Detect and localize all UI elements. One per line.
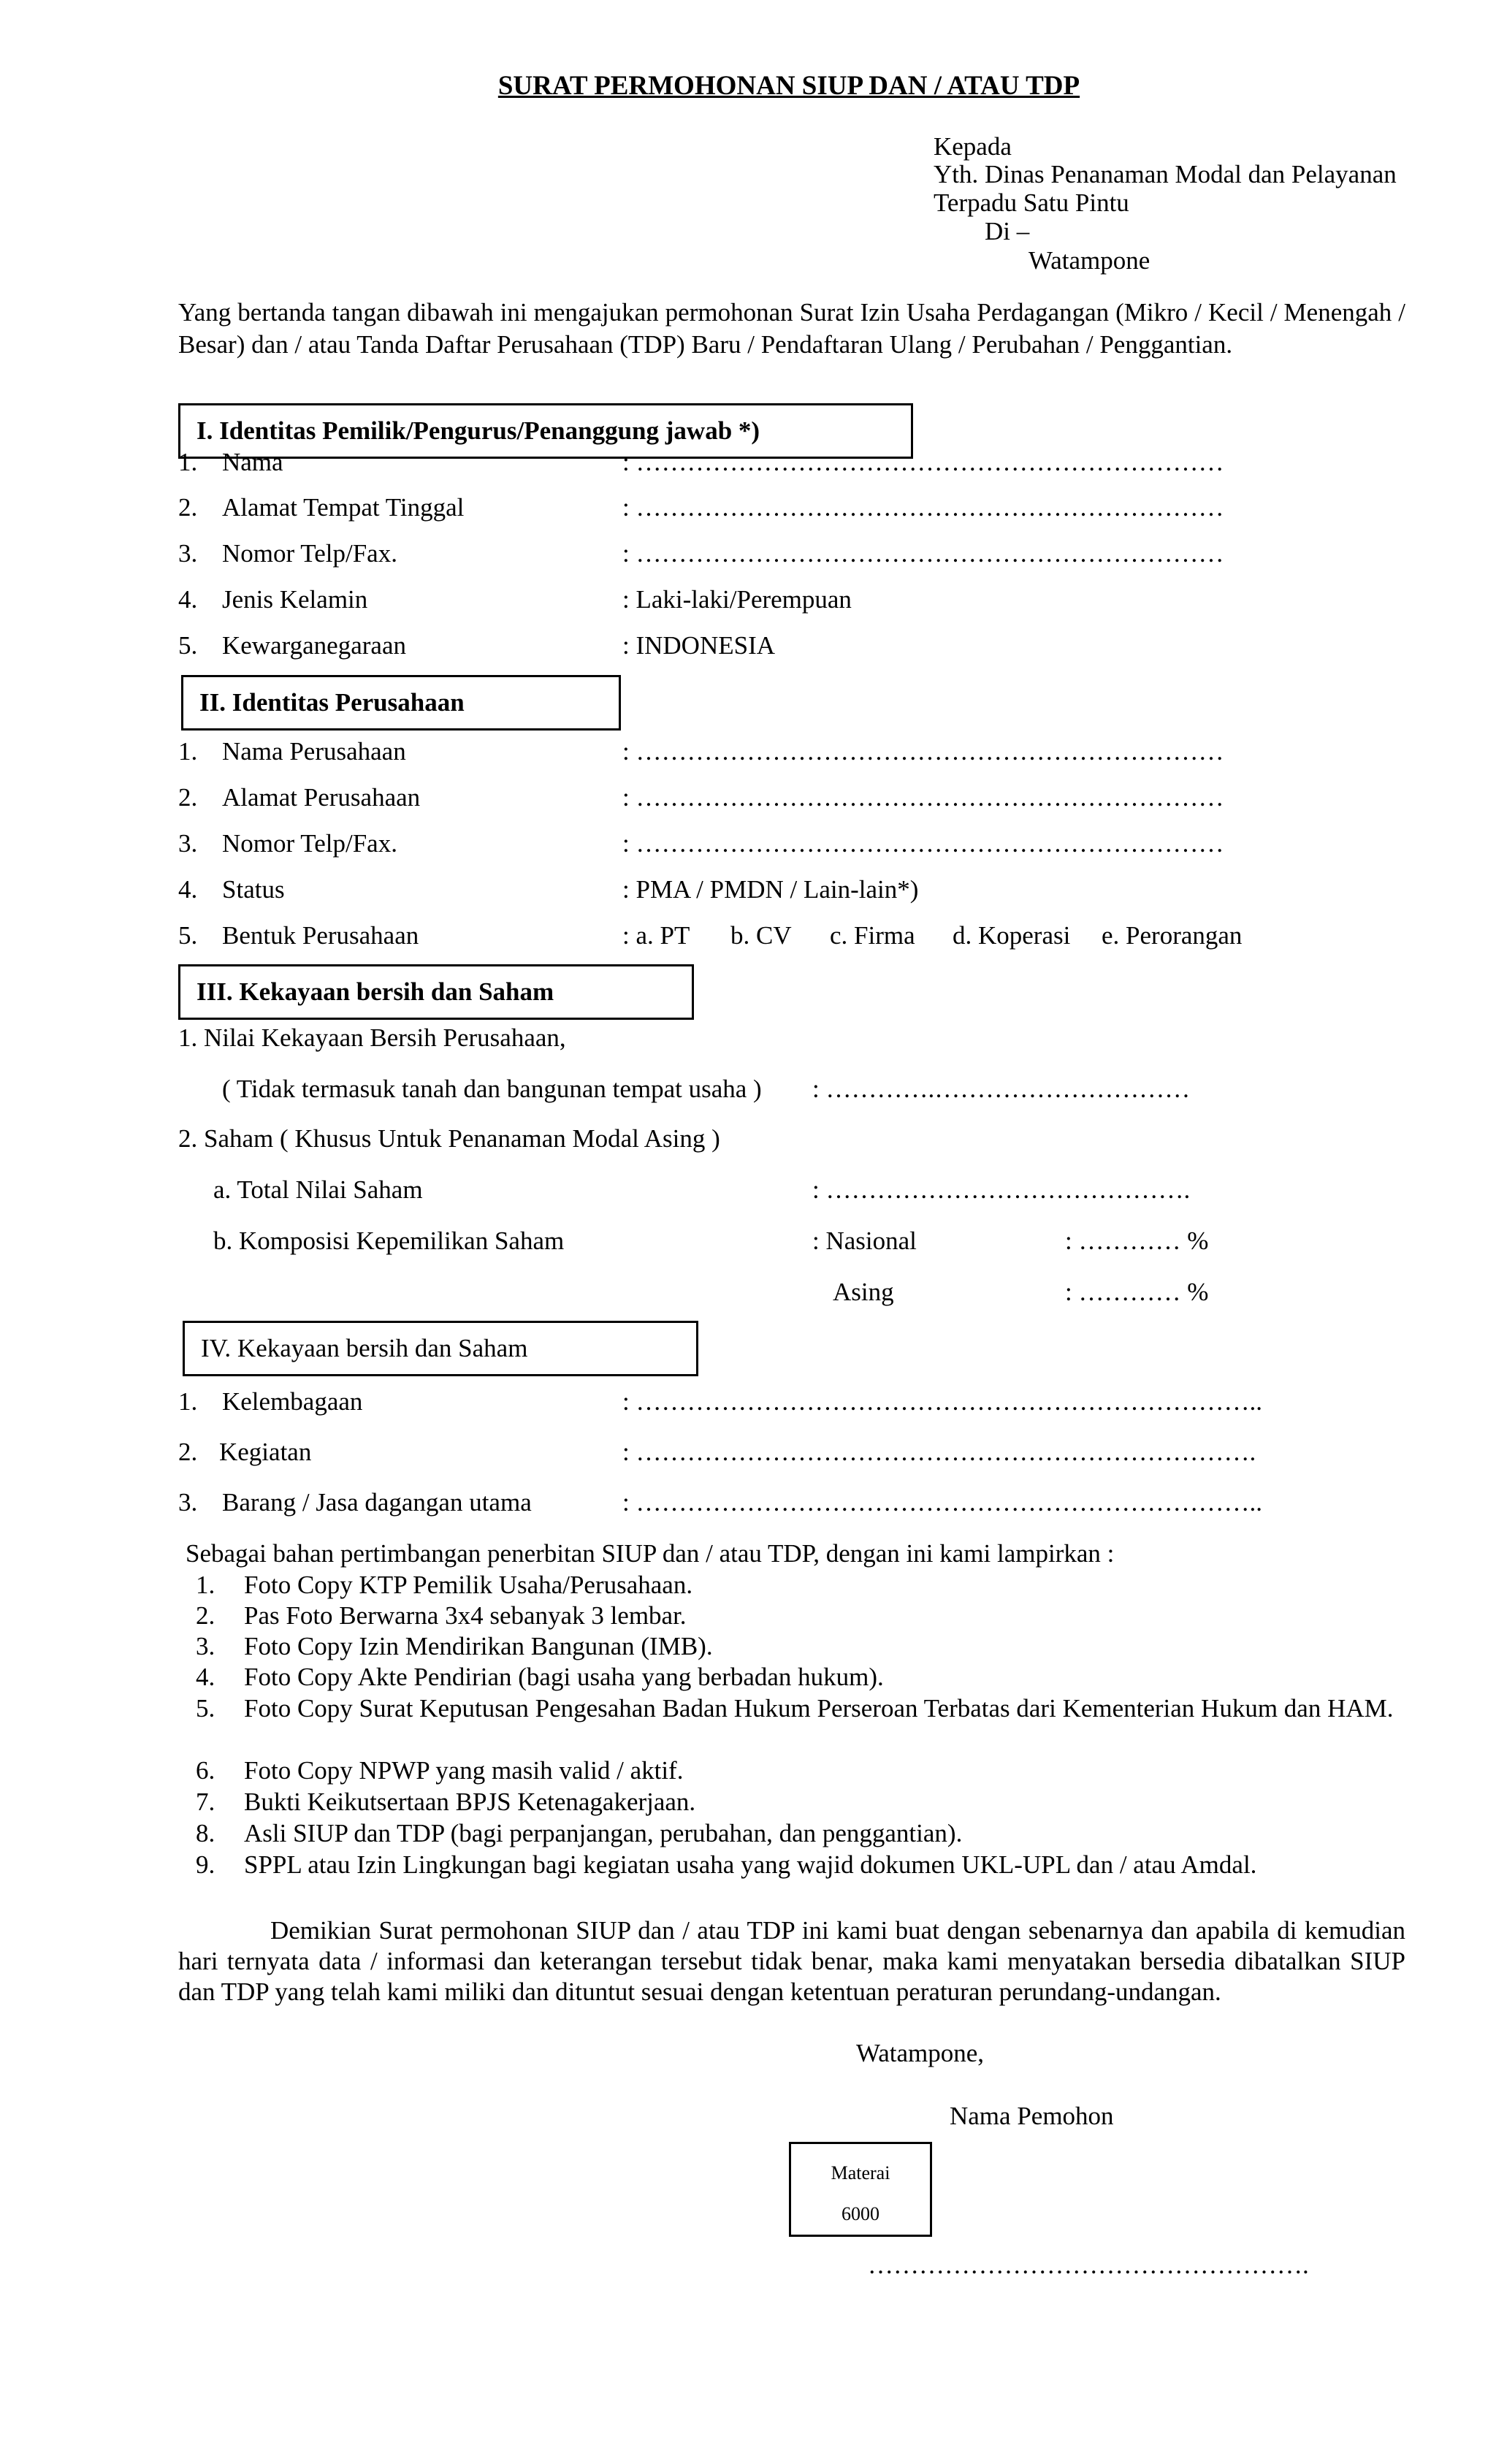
row-number: 1. (178, 448, 198, 476)
attachment-text: Foto Copy NPWP yang masih valid / aktif. (244, 1756, 684, 1785)
row-label: Nama Perusahaan (222, 737, 406, 766)
recipient-line-2: Yth. Dinas Penanaman Modal dan Pelayanan (934, 160, 1397, 188)
section-3-item-2: 2. Saham ( Khusus Untuk Penanaman Modal Asing ) (178, 1124, 720, 1153)
asing-label: Asing (833, 1278, 894, 1306)
row-number: 5. (178, 631, 198, 660)
section-2-header (181, 675, 621, 731)
attachment-number: 8. (196, 1819, 215, 1847)
intro-paragraph: Yang bertanda tangan dibawah ini mengajukan permohonan Surat Izin Usaha Perdagangan (Mikro / Kecil / Menengah / Besar) dan / atau Tanda Daftar Perusahaan (TDP) Baru / Pendaftaran Ulang / Perubahan / Penggantian. (178, 298, 1405, 359)
row-number: 2. (178, 1438, 198, 1466)
row-value: : ……………………………………………………………….. (622, 1488, 1262, 1517)
row-number: 2. (178, 783, 198, 812)
recipient-line-5: Watampone (1028, 246, 1150, 275)
asing-value: : ………… % (1065, 1278, 1209, 1306)
row-label: Kegiatan (219, 1438, 312, 1466)
attachment-item (196, 1787, 1405, 1818)
nasional-label: : Nasional (812, 1227, 917, 1255)
attachment-text: Pas Foto Berwarna 3x4 sebanyak 3 lembar. (244, 1601, 687, 1630)
attachment-text: Bukti Keikutsertaan BPJS Ketenagakerjaan. (244, 1788, 696, 1816)
closing-paragraph: Demikian Surat permohonan SIUP dan / atau TDP ini kami buat dengan sebenarnya dan apabila di kemudian hari ternyata data / informasi dan keterangan tersebut tidak benar, maka kami menyatakan bersedia dibatalkan SIUP dan TDP yang telah kami miliki dan dituntut sesuai dengan ketentuan peraturan perundang-undangan. (178, 1916, 1405, 2006)
bentuk-option-perorangan: e. Perorangan (1102, 921, 1243, 950)
row-number: 2. (178, 493, 198, 522)
row-value: : …………………………………………………………… (622, 783, 1224, 812)
row-label: Alamat Tempat Tinggal (222, 493, 465, 522)
attachment-item (196, 1755, 1405, 1786)
row-number: 3. (178, 539, 198, 568)
bentuk-option-pt: : a. PT (622, 921, 690, 950)
attachment-text: Foto Copy KTP Pemilik Usaha/Perusahaan. (244, 1571, 693, 1599)
bentuk-option-firma: c. Firma (830, 921, 915, 950)
row-value: : …………………………………………………………… (622, 539, 1224, 568)
row-value: : …………………………………………………………… (622, 737, 1224, 766)
row-value: : ……………………………………………………………….. (622, 1387, 1262, 1416)
recipient-line-3: Terpadu Satu Pintu (934, 188, 1129, 217)
section-3-item-1-note: ( Tidak termasuk tanah dan bangunan tempat usaha ) (222, 1075, 762, 1103)
row-number: 4. (178, 585, 198, 614)
attachment-number: 6. (196, 1756, 215, 1785)
recipient-line-1: Kepada (934, 132, 1012, 161)
row-number: 4. (178, 875, 198, 904)
row-value: : …………………………………………………………… (622, 493, 1224, 522)
row-number: 1. (178, 1387, 198, 1416)
section-4-header-text: IV. Kekayaan bersih dan Saham (201, 1334, 528, 1362)
attachment-number: 1. (196, 1571, 215, 1599)
attachment-number: 2. (196, 1601, 215, 1630)
attachments-intro: Sebagai bahan pertimbangan penerbitan SIUP dan / atau TDP, dengan ini kami lampirkan : (186, 1539, 1115, 1568)
bentuk-option-cv: b. CV (730, 921, 792, 950)
attachment-text: Foto Copy Surat Keputusan Pengesahan Badan Hukum Perseroan Terbatas dari Kementerian Hukum dan HAM. (244, 1694, 1394, 1723)
total-saham-value: : ……………………………………. (812, 1175, 1191, 1204)
row-label: Kelembagaan (222, 1387, 363, 1416)
row-label: Alamat Perusahaan (222, 783, 421, 812)
row-value: : …………………………………………………………… (622, 829, 1224, 858)
attachment-number: 7. (196, 1788, 215, 1816)
komposisi-label: b. Komposisi Kepemilikan Saham (213, 1227, 565, 1255)
row-number: 5. (178, 921, 198, 950)
section-3-header-text: III. Kekayaan bersih dan Saham (196, 977, 554, 1006)
signature-place: Watampone, (856, 2039, 985, 2067)
row-label: Nomor Telp/Fax. (222, 829, 397, 858)
section-3-item-1-value: : ………….………………………… (812, 1075, 1191, 1103)
document-title: SURAT PERMOHONAN SIUP DAN / ATAU TDP (497, 71, 1080, 101)
row-value: : PMA / PMDN / Lain-lain*) (622, 875, 919, 904)
materai-label: Materai (831, 2162, 890, 2183)
section-2-row-5 (178, 920, 1405, 953)
row-label: Kewarganegaraan (222, 631, 406, 660)
attachment-text: Foto Copy Akte Pendirian (bagi usaha yang berbadan hukum). (244, 1663, 884, 1691)
row-number: 3. (178, 1488, 198, 1517)
row-label: Status (222, 875, 285, 904)
row-number: 1. (178, 737, 198, 766)
row-label: Bentuk Perusahaan (222, 921, 419, 950)
attachment-item (196, 1631, 1405, 1662)
row-label: Nomor Telp/Fax. (222, 539, 397, 568)
attachment-number: 5. (196, 1694, 215, 1723)
attachment-number: 9. (196, 1850, 215, 1879)
section-1-header-text: I. Identitas Pemilik/Pengurus/Penanggung jawab *) (196, 416, 760, 445)
attachment-item (196, 1570, 1405, 1601)
materai-value: 6000 (842, 2203, 879, 2224)
section-3-header (178, 964, 694, 1020)
attachment-text: Foto Copy Izin Mendirikan Bangunan (IMB). (244, 1632, 713, 1660)
row-value: : ………………………………………………………………. (622, 1438, 1256, 1466)
row-value: : Laki-laki/Perempuan (622, 585, 852, 614)
row-value: : …………………………………………………………… (622, 448, 1224, 476)
nasional-value: : ………… % (1065, 1227, 1209, 1255)
row-label: Jenis Kelamin (222, 585, 368, 614)
total-saham-label: a. Total Nilai Saham (213, 1175, 423, 1204)
signature-role: Nama Pemohon (950, 2102, 1114, 2130)
row-label: Barang / Jasa dagangan utama (222, 1488, 532, 1517)
attachment-number: 3. (196, 1632, 215, 1660)
section-3-item-1: 1. Nilai Kekayaan Bersih Perusahaan, (178, 1023, 566, 1052)
materai-stamp-box (789, 2142, 932, 2237)
section-4-header (183, 1321, 698, 1376)
bentuk-option-koperasi: d. Koperasi (953, 921, 1071, 950)
attachment-text: Asli SIUP dan TDP (bagi perpanjangan, perubahan, dan penggantian). (244, 1819, 963, 1847)
attachment-item (196, 1850, 1405, 1880)
recipient-line-4: Di – (985, 217, 1030, 245)
signature-line: ……………………………………………. (868, 2251, 1309, 2279)
row-number: 3. (178, 829, 198, 858)
attachment-number: 4. (196, 1663, 215, 1691)
row-label: Nama (222, 448, 283, 476)
attachment-item (196, 1818, 1405, 1849)
attachment-text: SPPL atau Izin Lingkungan bagi kegiatan usaha yang wajid dokumen UKL-UPL dan / atau Amdal. (244, 1850, 1257, 1879)
row-value: : INDONESIA (622, 631, 776, 660)
section-2-header-text: II. Identitas Perusahaan (199, 688, 465, 717)
attachment-item (196, 1693, 1405, 1755)
attachment-item (196, 1601, 1405, 1631)
attachment-item (196, 1662, 1405, 1693)
